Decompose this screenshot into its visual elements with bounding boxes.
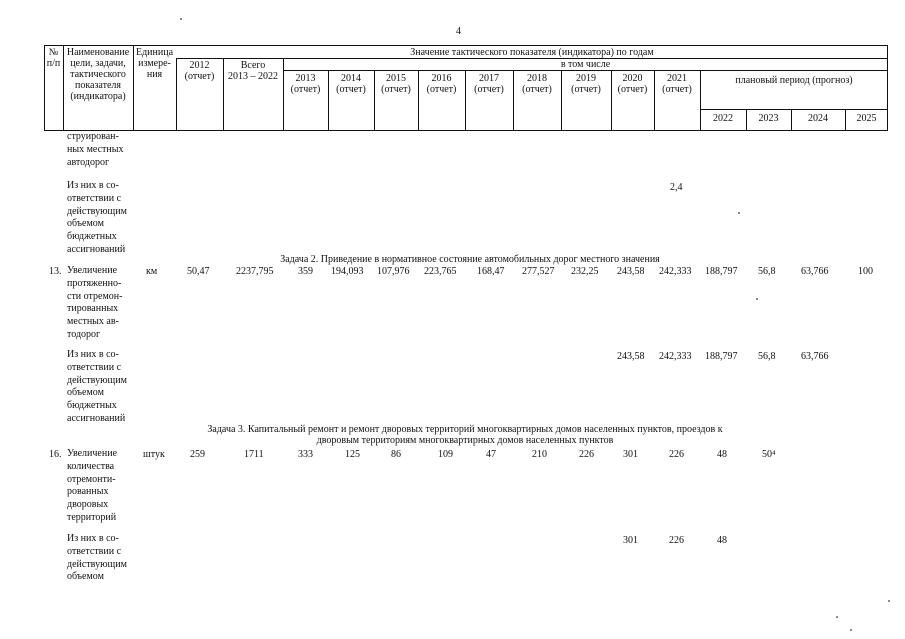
header-name-line3: тактического bbox=[70, 69, 126, 80]
row-13-2014: 194,093 bbox=[331, 266, 364, 277]
row-13-2024: 63,766 bbox=[801, 266, 829, 277]
header-name-line2: цели, задачи, bbox=[70, 58, 126, 69]
sub-row-3-2022: 48 bbox=[717, 535, 727, 546]
header-note-2015: (отчет) bbox=[381, 84, 411, 95]
sub-row-3-2020: 301 bbox=[623, 535, 638, 546]
header-year-2017: 2017 bbox=[479, 73, 499, 84]
header-num-line1: № bbox=[48, 47, 59, 58]
header-2012-year: 2012 bbox=[189, 60, 210, 71]
header-year-2013: 2013 bbox=[295, 73, 316, 84]
row-16-2023: 50⁴ bbox=[762, 449, 776, 460]
task-2-heading: Задача 2. Приведение в нормативное состояние автомобильных дорог местного значения bbox=[280, 254, 660, 265]
scan-speck bbox=[180, 18, 182, 20]
header-name-line5: (индикатора) bbox=[70, 91, 126, 102]
row-13-2020: 243,58 bbox=[617, 266, 645, 277]
row-16-2020: 301 bbox=[623, 449, 638, 460]
header-note-2014: (отчет) bbox=[336, 84, 366, 95]
row-16-2019: 226 bbox=[579, 449, 594, 460]
scan-speck bbox=[756, 298, 758, 300]
header-subgroup-title: в том числе bbox=[560, 59, 611, 70]
sub-row-2-2023: 56,8 bbox=[758, 351, 776, 362]
header-unit-line1: Единица bbox=[135, 47, 174, 58]
header-note-2021: (отчет) bbox=[662, 84, 692, 95]
header-unit-line3: ния bbox=[146, 69, 163, 80]
sub-row-2-2020: 243,58 bbox=[617, 351, 645, 362]
header-planned-2024: 2024 bbox=[808, 113, 828, 124]
header-note-2017: (отчет) bbox=[474, 84, 504, 95]
header-planned-2022: 2022 bbox=[713, 113, 733, 124]
task-3-line2: дворовым территориям многоквартирных домов населенных пунктов bbox=[316, 434, 614, 446]
header-planned-2025: 2025 bbox=[856, 113, 877, 124]
row-13-2023: 56,8 bbox=[758, 266, 776, 277]
header-note-2018: (отчет) bbox=[522, 84, 552, 95]
row-13-2022: 188,797 bbox=[705, 266, 738, 277]
scan-speck bbox=[850, 629, 852, 631]
header-note-2019: (отчет) bbox=[571, 84, 601, 95]
row-13-2019: 232,25 bbox=[571, 266, 599, 277]
sub-row-3-name: Из них в со- ответствии с действующим объемом bbox=[67, 533, 127, 583]
task-3-line1: Задача 3. Капитальный ремонт и ремонт дворовых территорий многоквартирных домов населенных пунктов, проездов к bbox=[207, 424, 723, 435]
sub-row-2-name: Из них в со- ответствии с действующим объемом бюджетных ассигнований bbox=[67, 349, 127, 424]
header-year-2020: 2020 bbox=[622, 73, 643, 84]
header-name-line4: показателя bbox=[74, 80, 122, 91]
header-year-2018: 2018 bbox=[527, 73, 547, 84]
row-13-2025: 100 bbox=[858, 266, 873, 277]
row-13-2018: 277,527 bbox=[522, 266, 555, 277]
row-13-2017: 168,47 bbox=[477, 266, 505, 277]
header-year-2016: 2016 bbox=[431, 73, 452, 84]
header-total-range: 2013 – 2022 bbox=[228, 71, 278, 82]
header-name-line1: Наименование bbox=[66, 47, 130, 58]
header-2012-note: (отчет) bbox=[184, 71, 215, 82]
row-13-num: 13. bbox=[49, 266, 62, 277]
row-16-name: Увеличение количества отремонти- рованных дворовых территорий bbox=[67, 448, 118, 523]
row-13-2012: 50,47 bbox=[187, 266, 210, 277]
scan-speck bbox=[888, 600, 890, 602]
header-year-2019: 2019 bbox=[576, 73, 596, 84]
header-year-2015: 2015 bbox=[386, 73, 406, 84]
sub-row-1-2021: 2,4 bbox=[670, 182, 683, 193]
row-13-name: Увеличение протяженно- сти отремон- тированных местных ав- тодорог bbox=[67, 265, 123, 340]
row-16-2015: 86 bbox=[391, 449, 401, 460]
row-16-2012: 259 bbox=[190, 449, 205, 460]
row-16-2018: 210 bbox=[532, 449, 547, 460]
row-16-2016: 109 bbox=[438, 449, 453, 460]
scan-speck bbox=[836, 616, 838, 618]
sub-row-3-2021: 226 bbox=[669, 535, 684, 546]
sub-row-2-2021: 242,333 bbox=[659, 351, 692, 362]
row-16-2017: 47 bbox=[486, 449, 496, 460]
header-note-2013: (отчет) bbox=[290, 84, 321, 95]
header-year-2014: 2014 bbox=[341, 73, 361, 84]
header-group-title: Значение тактического показателя (индикатора) по годам bbox=[410, 47, 654, 58]
row-13-2013: 359 bbox=[298, 266, 313, 277]
header-num-line2: п/п bbox=[46, 58, 61, 69]
continuation-name: струирован- ных местных автодорог bbox=[67, 131, 124, 168]
task-3-heading bbox=[170, 425, 760, 446]
header-total-label: Всего bbox=[240, 60, 266, 71]
row-13-2016: 223,765 bbox=[424, 266, 457, 277]
row-13-total: 2237,795 bbox=[236, 266, 274, 277]
row-16-2013: 333 bbox=[298, 449, 313, 460]
header-year-2021: 2021 bbox=[667, 73, 687, 84]
row-13-2015: 107,976 bbox=[377, 266, 410, 277]
scan-speck bbox=[738, 212, 740, 214]
sub-row-1-name: Из них в со- ответствии с действующим объемом бюджетных ассигнований bbox=[67, 180, 127, 255]
row-16-2022: 48 bbox=[717, 449, 727, 460]
row-16-2014: 125 bbox=[345, 449, 360, 460]
row-16-num: 16. bbox=[49, 449, 62, 460]
header-note-2016: (отчет) bbox=[426, 84, 457, 95]
sub-row-2-2024: 63,766 bbox=[801, 351, 829, 362]
header-planned-title: плановый период (прогноз) bbox=[735, 75, 853, 86]
header-note-2020: (отчет) bbox=[617, 84, 648, 95]
row-16-2021: 226 bbox=[669, 449, 684, 460]
row-13-2021: 242,333 bbox=[659, 266, 692, 277]
sub-row-2-2022: 188,797 bbox=[705, 351, 738, 362]
row-13-unit: км bbox=[146, 266, 158, 277]
page-number: 4 bbox=[456, 26, 461, 37]
header-unit-line2: измере- bbox=[138, 58, 171, 69]
row-16-total: 1711 bbox=[244, 449, 264, 460]
header-planned-2023: 2023 bbox=[758, 113, 779, 124]
row-16-unit: штук bbox=[143, 449, 165, 460]
